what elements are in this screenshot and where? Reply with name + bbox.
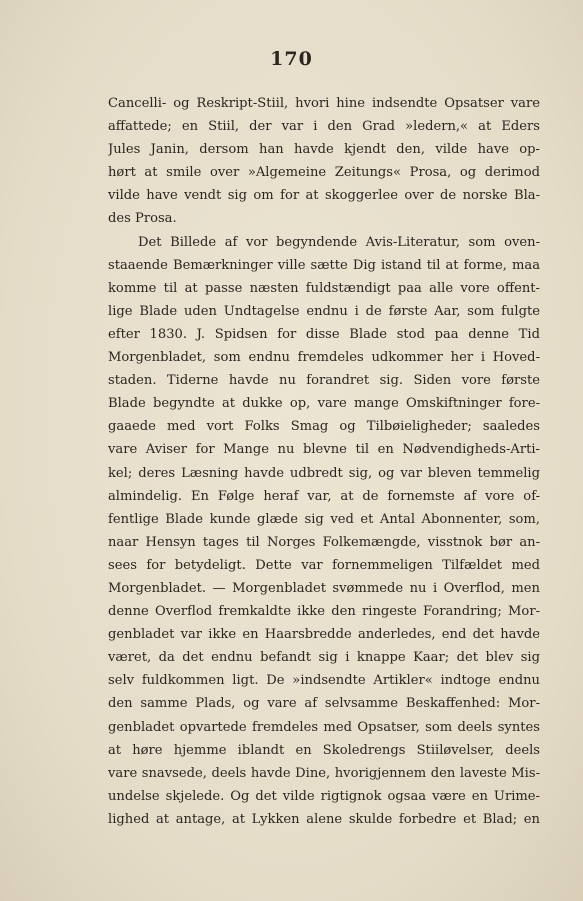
text-line: selv fuldkommen ligt. De »indsendte Artikler« indtoge endnu bbox=[108, 673, 540, 689]
text-line: gaaede med vort Folks Smag og Tilbøieligheder; saaledes bbox=[108, 419, 540, 435]
text-line: Cancelli- og Reskript-Stiil, hvori hine indsendte Opsatser vare bbox=[108, 96, 540, 111]
text-line: Morgenbladet. — Morgenbladet svømmede nu i Overflod, men bbox=[108, 580, 540, 596]
text-line: fentlige Blade kunde glæde sig ved et Antal Abonnenter, som, bbox=[108, 511, 540, 527]
text-line: staden. Tiderne havde nu forandret sig. Siden vore første bbox=[108, 373, 540, 389]
text-line: Blade begyndte at dukke op, vare mange Omskiftninger fore- bbox=[108, 396, 540, 412]
text-line: vilde have vendt sig om for at skoggerlee over de norske Bla- bbox=[108, 188, 540, 204]
text-line: lighed at antage, at Lykken alene skulde forbedre et Blad; en bbox=[108, 811, 540, 827]
text-line: vare snavsede, deels havde Dine, hvorigjennem den laveste Mis- bbox=[108, 765, 540, 781]
text-line: undelse skjelede. Og det vilde rigtignok ogsaa være en Urime- bbox=[108, 788, 540, 804]
text-line: almindelig. En Følge heraf var, at de fornemste af vore of- bbox=[108, 488, 540, 504]
text-line: genbladet var ikke en Haarsbredde anderledes, end det havde bbox=[108, 627, 540, 643]
text-line: efter 1830. J. Spidsen for disse Blade stod paa denne Tid bbox=[108, 326, 540, 342]
text-line: lige Blade uden Undtagelse endnu i de første Aar, som fulgte bbox=[108, 303, 540, 319]
text-line: sees for betydeligt. Dette var fornemmeligen Tilfældet med bbox=[108, 557, 540, 573]
text-line: denne Overflod fremkaldte ikke den ringeste Forandring; Mor- bbox=[108, 604, 540, 620]
text-line: været, da det endnu befandt sig i knappe Kaar; det blev sig bbox=[108, 650, 540, 666]
text-line: hørt at smile over »Algemeine Zeitungs« Prosa, og derimod bbox=[108, 165, 540, 181]
text-line: kel; deres Læsning havde udbredt sig, og var bleven temmelig bbox=[108, 465, 540, 481]
text-line: vare Aviser for Mange nu blevne til en Nødvendigheds-Arti- bbox=[108, 442, 540, 458]
text-line: Det Billede af vor begyndende Avis-Literatur, som oven- bbox=[138, 234, 540, 250]
text-line: affattede; en Stiil, der var i den Grad »ledern,« at Eders bbox=[108, 119, 540, 135]
text-line: staaende Bemærkninger ville sætte Dig istand til at forme, maa bbox=[108, 257, 540, 273]
text-line: at høre hjemme iblandt en Skoledrengs Stiiløvelser, deels bbox=[108, 742, 540, 758]
text-line: komme til at passe næsten fuldstændigt paa alle vore offent- bbox=[108, 280, 540, 296]
page-number: 170 bbox=[270, 48, 313, 70]
text-line: genbladet opvartede fremdeles med Opsatser, som deels syntes bbox=[108, 719, 540, 735]
text-line: den samme Plads, og vare af selvsamme Beskaffenhed: Mor- bbox=[108, 696, 540, 712]
body-text bbox=[108, 92, 540, 831]
text-line: des Prosa. bbox=[108, 211, 177, 227]
text-line: naar Hensyn tages til Norges Folkemængde, visstnok bør an- bbox=[108, 534, 540, 550]
text-line: Morgenbladet, som endnu fremdeles udkommer her i Hoved- bbox=[108, 350, 540, 366]
text-line: Jules Janin, dersom han havde kjendt den, vilde have op- bbox=[108, 142, 540, 158]
